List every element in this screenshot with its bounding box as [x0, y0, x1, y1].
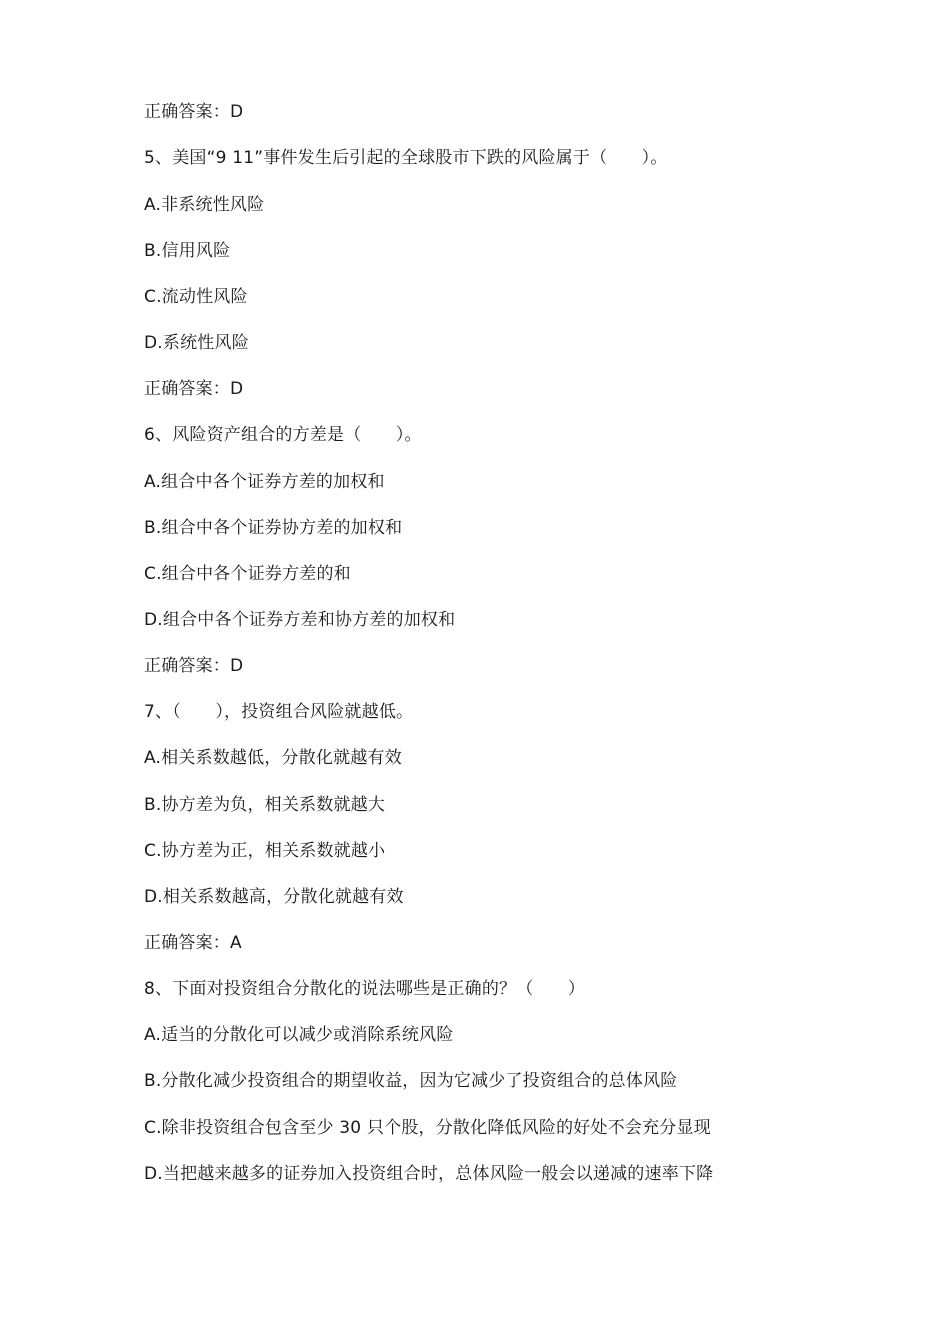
question-8: 8、下面对投资组合分散化的说法哪些是正确的？（ ）	[144, 979, 586, 999]
question-7: 7、（ ），投资组合风险就越低。	[144, 702, 414, 722]
answer-line: 正确答案：D	[144, 379, 244, 399]
option-b: B.分散化减少投资组合的期望收益，因为它减少了投资组合的总体风险	[144, 1071, 678, 1091]
option-a: A.适当的分散化可以减少或消除系统风险	[144, 1025, 454, 1045]
option-b: B.信用风险	[144, 241, 231, 261]
option-c: C.协方差为正，相关系数就越小	[144, 841, 386, 861]
answer-line: 正确答案：A	[144, 933, 242, 953]
option-a: A.组合中各个证券方差的加权和	[144, 472, 385, 492]
question-5: 5、美国“9 11”事件发生后引起的全球股市下跌的风险属于（ ）。	[144, 148, 668, 168]
question-6: 6、风险资产组合的方差是（ ）。	[144, 425, 422, 445]
option-d: D.当把越来越多的证券加入投资组合时，总体风险一般会以递减的速率下降	[144, 1164, 714, 1184]
option-c: C.组合中各个证券方差的和	[144, 564, 351, 584]
option-c: C.流动性风险	[144, 287, 248, 307]
answer-line: 正确答案：D	[144, 102, 244, 122]
option-d: D.系统性风险	[144, 333, 249, 353]
option-b: B.协方差为负，相关系数就越大	[144, 795, 386, 815]
option-b: B.组合中各个证券协方差的加权和	[144, 518, 403, 538]
answer-line: 正确答案：D	[144, 656, 244, 676]
option-a: A.相关系数越低，分散化就越有效	[144, 748, 402, 768]
option-d: D.相关系数越高，分散化就越有效	[144, 887, 404, 907]
option-d: D.组合中各个证券方差和协方差的加权和	[144, 610, 456, 630]
option-c: C.除非投资组合包含至少 30 只个股，分散化降低风险的好处不会充分显现	[144, 1118, 711, 1138]
option-a: A.非系统性风险	[144, 195, 265, 215]
